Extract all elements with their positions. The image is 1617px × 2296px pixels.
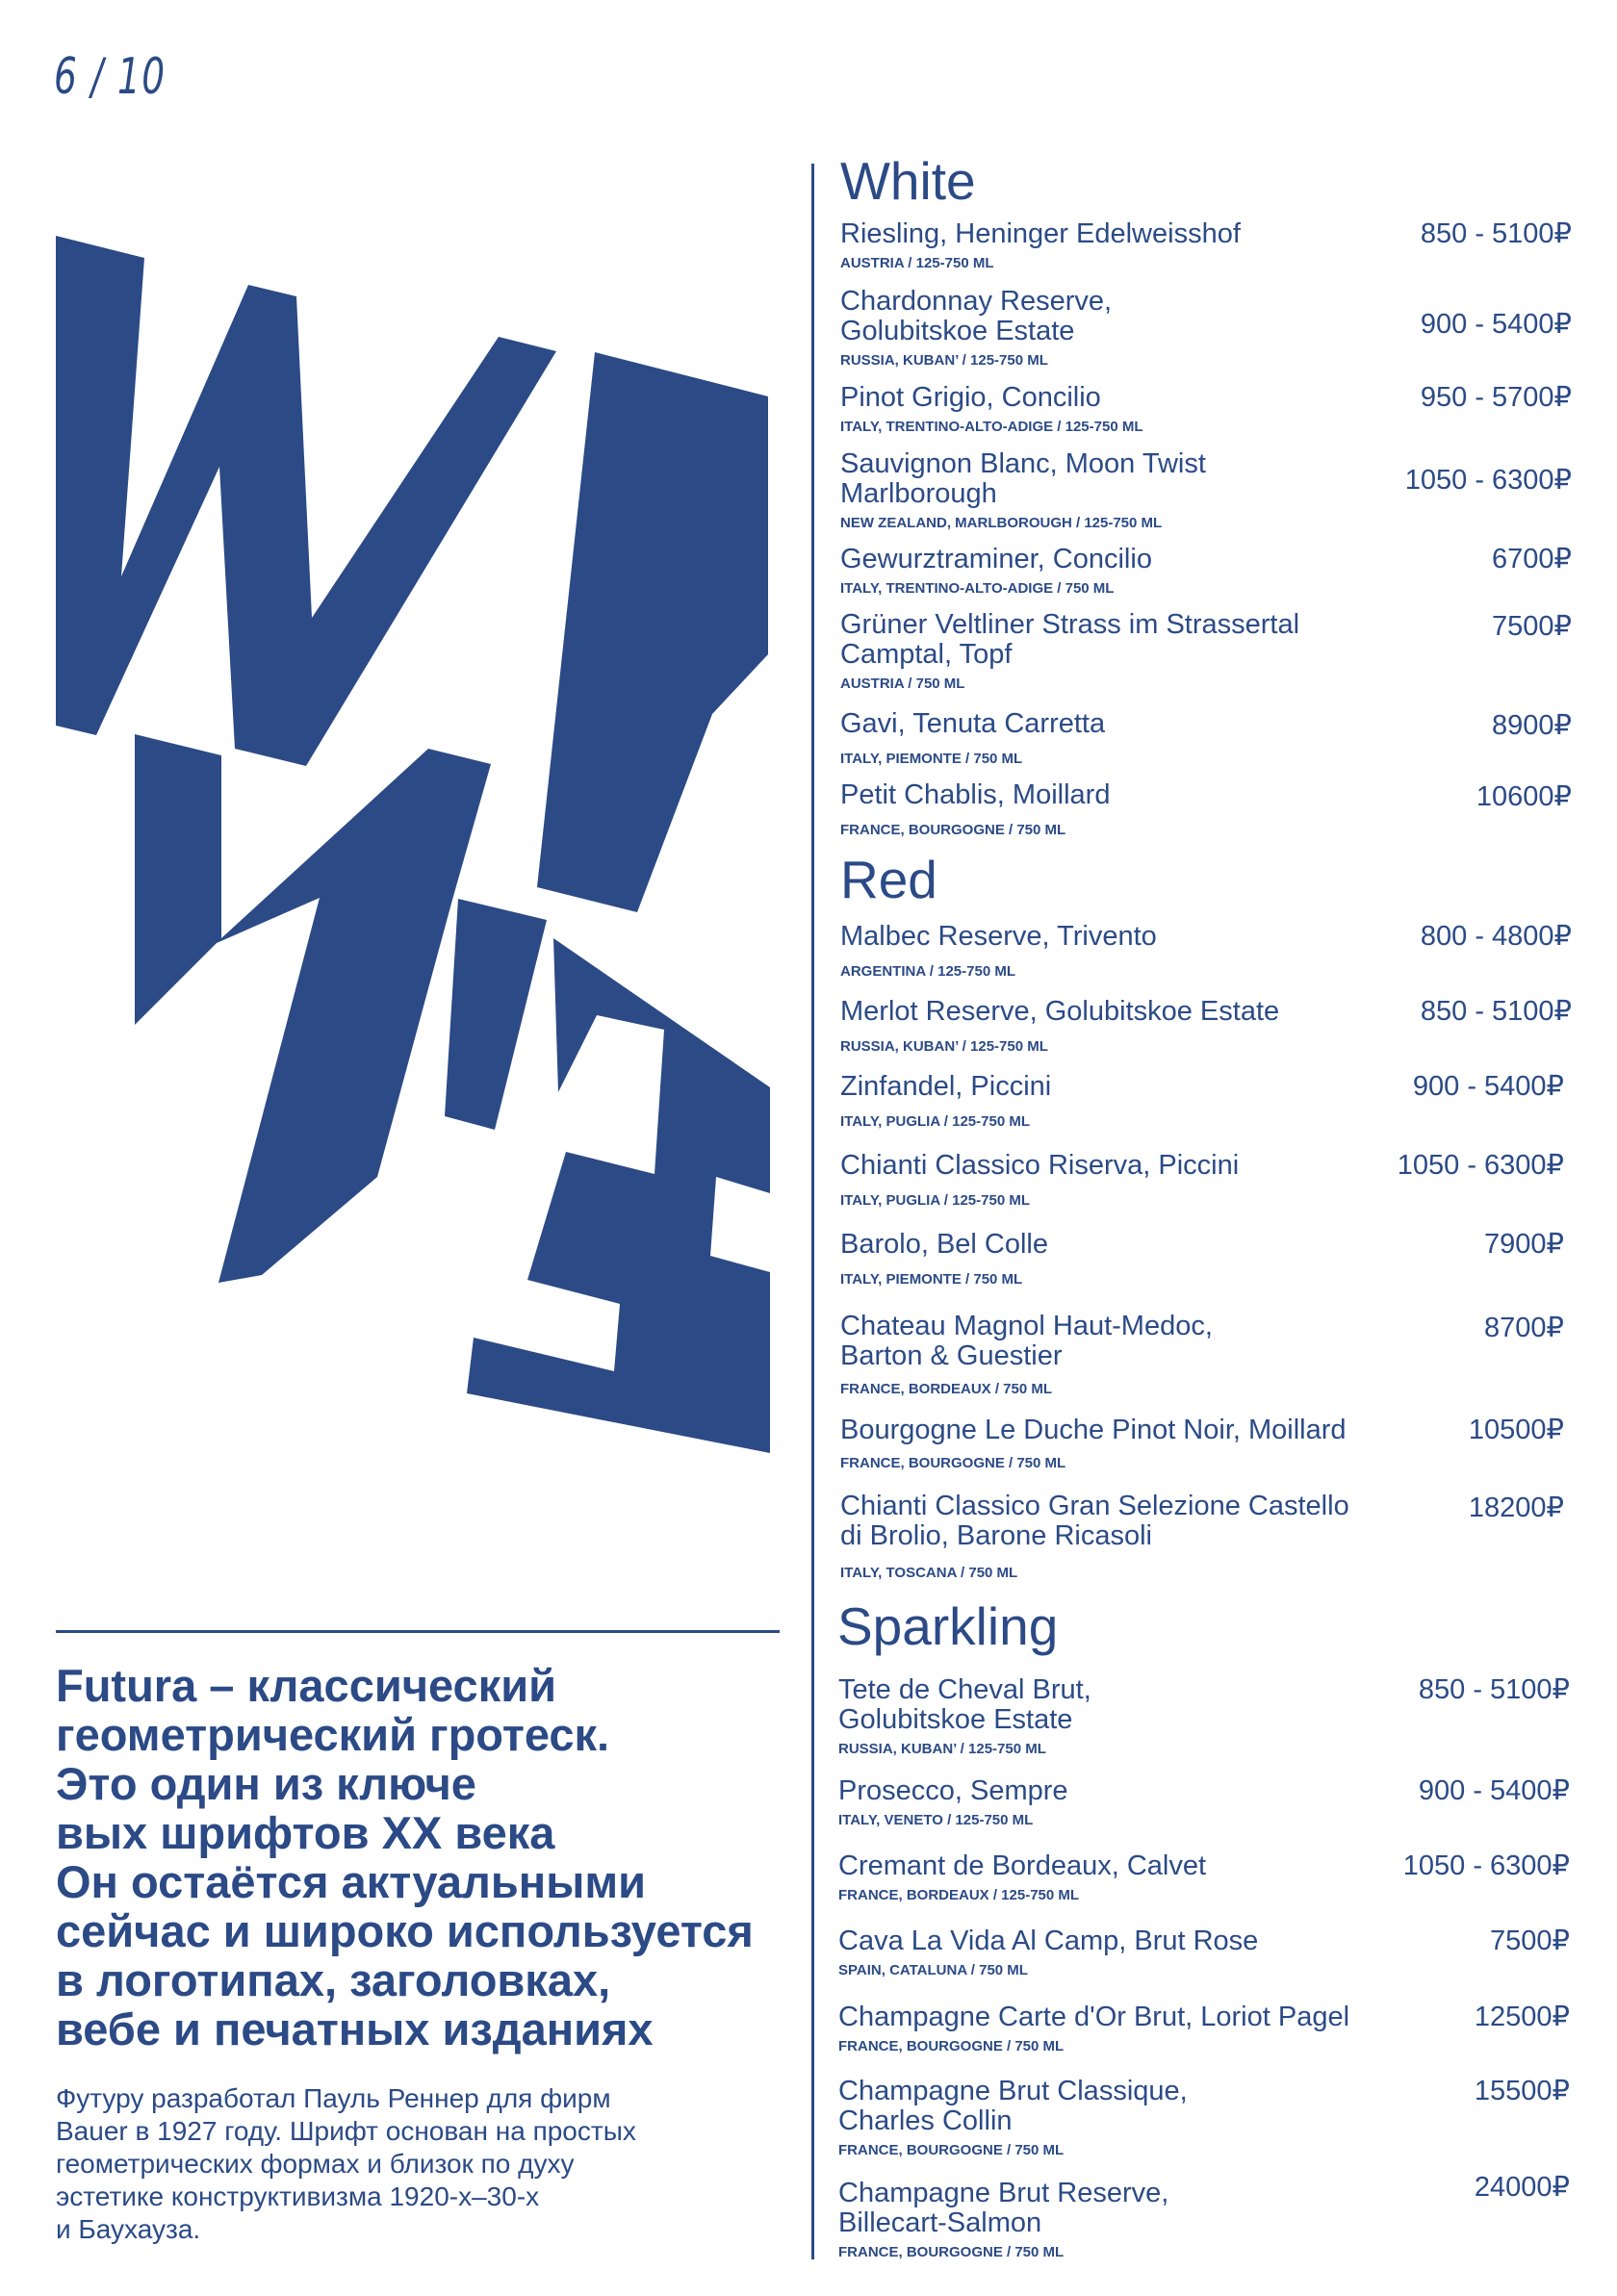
wine-name	[838, 1675, 1377, 1735]
wine-price: 7500₽	[1490, 1926, 1570, 1956]
wine-item	[838, 2003, 1570, 2054]
wine-name-line: Malbec Reserve, Trivento	[840, 921, 1157, 952]
wine-price: 800 - 4800₽	[1420, 921, 1572, 952]
wine-origin: FRANCE, BOURGOGNE / 750 ML	[840, 1455, 1066, 1471]
wine-price: 8700₽	[1484, 1313, 1564, 1343]
wine-price: 1050 - 6300₽	[1404, 465, 1572, 496]
headline-line: Это один из ключе	[56, 1758, 476, 1809]
headline	[56, 1661, 807, 2054]
wine-price: 900 - 5400₽	[1420, 309, 1572, 340]
wine-name	[840, 709, 1379, 739]
wine-name-line: Grüner Veltliner Strass im Strassertal	[840, 609, 1300, 640]
wine-name-line: di Brolio, Barone Ricasoli	[840, 1520, 1152, 1551]
wine-name	[838, 1851, 1377, 1881]
logo-letter-i	[537, 352, 768, 912]
logo-letter-i-lower	[445, 899, 547, 1130]
wine-item	[840, 1072, 1572, 1130]
wine-name	[840, 383, 1379, 413]
wine-name-line: Zinfandel, Piccini	[840, 1071, 1052, 1102]
wine-item	[838, 1851, 1570, 1903]
wine-name	[840, 997, 1379, 1027]
wine-origin: NEW ZEALAND, MARLBOROUGH / 125-750 ML	[840, 515, 1163, 531]
body-line: Bauer в 1927 году. Шрифт основан на простых	[56, 2116, 636, 2146]
wine-item	[840, 1230, 1572, 1288]
wine-item	[840, 383, 1572, 435]
center-divider	[811, 164, 814, 2259]
wine-name-line: Gewurztraminer, Concilio	[840, 544, 1152, 574]
wine-name-line: Billecart-Salmon	[838, 2207, 1042, 2238]
body-line: геометрических формах и близок по духу	[56, 2149, 575, 2179]
wine-origin: ITALY, PUGLIA / 125-750 ML	[840, 1113, 1030, 1130]
wine-name-line: Petit Chablis, Moillard	[840, 779, 1111, 810]
wine-name	[840, 1230, 1379, 1260]
wine-price: 12500₽	[1474, 2002, 1570, 2032]
wine-item	[838, 2077, 1570, 2158]
body-paragraph	[56, 2082, 787, 2246]
wine-item	[840, 449, 1572, 531]
wine-item	[840, 219, 1572, 271]
wine-name	[840, 545, 1379, 574]
wine-origin: AUSTRIA / 125-750 ML	[840, 255, 994, 271]
wine-item	[840, 780, 1572, 838]
wine-name-line: Barton & Guestier	[840, 1340, 1063, 1371]
wine-name	[840, 610, 1379, 670]
page-number: 6 / 10	[54, 48, 167, 106]
wine-origin: FRANCE, BOURGOGNE / 750 ML	[838, 2244, 1065, 2260]
headline-line: сейчас и широко используется	[56, 1905, 754, 1956]
headline-line: в логотипах, заголовках,	[56, 1954, 611, 2005]
section-title-red: Red	[840, 850, 937, 909]
wine-name-line: Chateau Magnol Haut-Medoc,	[840, 1311, 1213, 1341]
wine-item	[838, 1926, 1570, 1978]
wine-name-line: Golubitskoe Estate	[840, 316, 1075, 346]
headline-line: Он остаётся актуальными	[56, 1856, 646, 1907]
wine-price: 850 - 5100₽	[1420, 996, 1572, 1027]
wine-item	[840, 610, 1572, 692]
body-line: эстетике конструктивизма 1920-х–30-х	[56, 2181, 540, 2211]
wine-item	[838, 1776, 1570, 1828]
wine-name	[840, 922, 1379, 952]
wine-origin: ITALY, PUGLIA / 125-750 ML	[840, 1192, 1030, 1209]
wine-name	[838, 2003, 1435, 2032]
wine-name	[838, 1776, 1377, 1806]
wine-price: 900 - 5400₽	[1418, 1775, 1570, 1806]
wine-origin: ITALY, VENETO / 125-750 ML	[838, 1812, 1034, 1828]
wine-name-line: Golubitskoe Estate	[838, 1704, 1073, 1735]
wine-origin: RUSSIA, KUBAN’ / 125-750 ML	[840, 352, 1048, 369]
wine-price: 1050 - 6300₽	[1402, 1850, 1570, 1881]
wine-origin: FRANCE, BORDEAUX / 125-750 ML	[838, 1887, 1080, 1903]
wine-origin: SPAIN, CATALUNA / 750 ML	[838, 1962, 1028, 1978]
wine-name	[840, 1072, 1379, 1102]
wine-name	[840, 780, 1379, 810]
wine-origin: ARGENTINA / 125-750 ML	[840, 963, 1015, 980]
wine-price: 7500₽	[1492, 611, 1572, 642]
wine-origin: FRANCE, BOURGOGNE / 750 ML	[840, 822, 1066, 838]
wine-name	[840, 1312, 1379, 1371]
wine-name-line: Pinot Grigio, Concilio	[840, 382, 1101, 413]
wine-item	[840, 997, 1572, 1055]
wine-price: 10600₽	[1476, 781, 1572, 812]
wine-item	[838, 2172, 1570, 2260]
wine-name-line: Barolo, Bel Colle	[840, 1229, 1048, 1260]
headline-line: геометрический гротеск.	[56, 1709, 610, 1760]
wine-name	[838, 2179, 1377, 2238]
wine-name-line: Prosecco, Sempre	[838, 1775, 1068, 1806]
wine-item	[840, 1492, 1572, 1581]
wine-name-line: Chardonnay Reserve,	[840, 286, 1113, 317]
wine-price: 7900₽	[1484, 1229, 1564, 1260]
wine-name	[840, 449, 1379, 509]
wine-origin: ITALY, PIEMONTE / 750 ML	[840, 1271, 1023, 1288]
wine-price: 850 - 5100₽	[1418, 1674, 1570, 1705]
wine-origin: FRANCE, BOURGOGNE / 750 ML	[838, 2038, 1065, 2054]
wine-price: 18200₽	[1468, 1492, 1564, 1523]
wine-name-line: Sauvignon Blanc, Moon Twist	[840, 448, 1206, 479]
wine-price: 24000₽	[1474, 2172, 1570, 2203]
wine-name	[840, 1416, 1379, 1445]
wine-name	[840, 1492, 1379, 1551]
wine-item	[840, 1312, 1572, 1397]
wine-name-line: Bourgogne Le Duche Pinot Noir, Moillard	[840, 1415, 1347, 1445]
wine-name-line: Marlborough	[840, 478, 997, 509]
wine-name-line: Cremant de Bordeaux, Calvet	[838, 1850, 1207, 1881]
wine-name-line: Cava La Vida Al Camp, Brut Rose	[838, 1926, 1259, 1956]
wine-price: 950 - 5700₽	[1420, 382, 1572, 413]
wine-item	[840, 287, 1572, 369]
left-divider	[56, 1630, 780, 1633]
section-title-sparkling: Sparkling	[837, 1596, 1059, 1656]
section-title-white: White	[840, 151, 976, 211]
wine-price: 6700₽	[1492, 544, 1572, 574]
wine-name-line: Champagne Carte d'Or Brut, Loriot Pagel	[838, 2002, 1350, 2032]
body-line: и Баухауза.	[56, 2214, 201, 2244]
wine-item	[840, 1416, 1572, 1471]
headline-line: вебе и печатных изданиях	[56, 2003, 654, 2054]
wine-item	[840, 709, 1572, 767]
wine-name-line: Champagne Brut Reserve,	[838, 2178, 1169, 2208]
wine-origin: FRANCE, BOURGOGNE / 750 ML	[838, 2142, 1065, 2158]
wine-name-line: Riesling, Heninger Edelweisshof	[840, 218, 1241, 249]
wine-name	[840, 219, 1379, 249]
wine-name	[840, 1151, 1379, 1181]
wine-name-line: Champagne Brut Classique,	[838, 2076, 1188, 2106]
logo-letter-n	[135, 734, 491, 1283]
wine-origin: RUSSIA, KUBAN’ / 125-750 ML	[838, 1741, 1046, 1757]
wine-name-line: Tete de Cheval Brut,	[838, 1674, 1091, 1705]
wine-origin: FRANCE, BORDEAUX / 750 ML	[840, 1381, 1053, 1397]
wine-price: 1050 - 6300₽	[1397, 1150, 1564, 1181]
wine-name-line: Merlot Reserve, Golubitskoe Estate	[840, 996, 1280, 1027]
wine-item	[840, 545, 1572, 597]
wine-name-line: Gavi, Tenuta Carretta	[840, 708, 1106, 739]
wine-name-line: Chianti Classico Riserva, Piccini	[840, 1150, 1240, 1181]
wine-origin: RUSSIA, KUBAN’ / 125-750 ML	[840, 1038, 1048, 1055]
wine-item	[840, 1151, 1572, 1209]
wine-name-line: Charles Collin	[838, 2105, 1013, 2136]
wine-price: 900 - 5400₽	[1412, 1071, 1564, 1102]
wine-name	[838, 2077, 1377, 2136]
wine-name-line: Camptal, Topf	[840, 639, 1013, 670]
wine-origin: AUSTRIA / 750 ML	[840, 676, 965, 692]
headline-line: вых шрифтов XX века	[56, 1807, 555, 1858]
wine-origin: ITALY, TRENTINO-ALTO-ADIGE / 750 ML	[840, 580, 1115, 597]
wine-name	[838, 1926, 1377, 1956]
wine-origin: ITALY, PIEMONTE / 750 ML	[840, 751, 1023, 767]
wine-item	[838, 1675, 1570, 1757]
wine-price: 10500₽	[1468, 1415, 1564, 1445]
wine-price: 8900₽	[1492, 710, 1572, 741]
body-line: Футуру разработал Пауль Реннер для фирм	[56, 2083, 611, 2113]
logo-letter-w	[56, 236, 556, 766]
wine-origin: ITALY, TOSCANA / 750 ML	[840, 1565, 1018, 1581]
wine-price: 15500₽	[1474, 2076, 1570, 2106]
wine-name	[840, 287, 1379, 346]
wine-price: 850 - 5100₽	[1420, 218, 1572, 249]
wine-item	[840, 922, 1572, 980]
wine-name-line: Chianti Classico Gran Selezione Castello	[840, 1491, 1349, 1521]
wine-origin: ITALY, TRENTINO-ALTO-ADIGE / 125-750 ML	[840, 419, 1143, 435]
headline-line: Futura – классический	[56, 1660, 556, 1711]
wine-logo	[38, 221, 789, 1472]
